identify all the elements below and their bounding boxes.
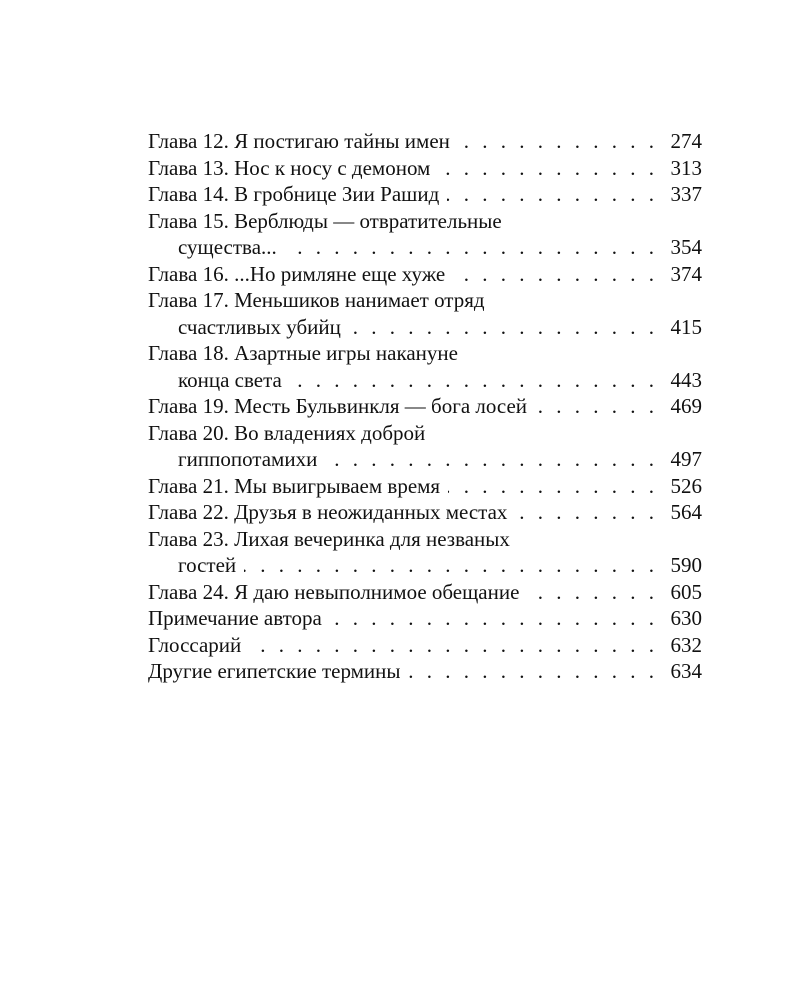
- toc-entry-glossary: [148, 632, 702, 659]
- toc-page-number: 313: [670, 155, 702, 180]
- toc-page-number: 443: [670, 367, 702, 392]
- toc-line: [148, 420, 702, 447]
- toc-line: [148, 632, 702, 659]
- toc-page-number: 374: [670, 261, 702, 286]
- toc-entry-title: Глава 14. В гробнице Зии Рашид: [148, 182, 440, 206]
- toc-page-number: 564: [670, 500, 702, 524]
- toc-entry-title: Глава 16. ...Но римляне еще хуже: [148, 261, 446, 286]
- toc-page-number: 634: [670, 659, 702, 683]
- toc-page-number: 630: [670, 606, 702, 630]
- toc-entry-title-continuation: конца света: [178, 367, 282, 392]
- toc-line-continuation: [148, 552, 702, 579]
- toc-page-number: 632: [670, 632, 702, 657]
- toc-entry-title-continuation: счастливых убийц: [178, 314, 341, 339]
- toc-entry-title: Глава 22. Друзья в неожиданных местах: [148, 500, 508, 524]
- toc-entry-title-continuation: гостей: [178, 553, 237, 577]
- toc-entry-title-continuation: гиппопотамихи: [178, 447, 318, 471]
- dot-leader: [515, 499, 658, 526]
- toc-entry-title: Другие египетские термины: [148, 659, 401, 683]
- toc-entry-chapter-19: [148, 393, 702, 420]
- toc-entry-chapter-20: [148, 420, 702, 473]
- toc-entry-chapter-22: [148, 499, 702, 526]
- toc-page-number: 337: [670, 182, 702, 206]
- toc-page-number: 526: [670, 473, 702, 498]
- toc-entry-chapter-21: [148, 473, 702, 500]
- toc-entry-title: Глава 19. Месть Бульвинкля — бога лосей: [148, 394, 528, 418]
- dot-leader: [453, 261, 658, 288]
- toc-line: [148, 526, 702, 553]
- toc-entry-author-note: [148, 605, 702, 632]
- toc-line: [148, 473, 702, 500]
- toc-line: [148, 499, 702, 526]
- dot-leader: [438, 155, 658, 182]
- toc-entry-title: Примечание автора: [148, 606, 322, 630]
- toc-line: [148, 340, 702, 367]
- toc-entry-title: Глава 15. Верблюды — отвратительные: [148, 208, 502, 233]
- toc-line-continuation: [148, 446, 702, 473]
- dot-leader: [325, 446, 658, 473]
- toc-entry-title: Глава 18. Азартные игры накануне: [148, 341, 458, 365]
- toc-entry-title: Глава 21. Мы выигрываем время: [148, 473, 441, 498]
- dot-leader: [447, 181, 658, 208]
- toc-entry-chapter-14: [148, 181, 702, 208]
- toc-page-number: 605: [670, 579, 702, 604]
- dot-leader: [349, 314, 658, 341]
- dot-leader: [285, 234, 658, 261]
- toc-page-number: 354: [670, 235, 702, 259]
- toc-page-number: 415: [670, 314, 702, 339]
- toc-line: [148, 181, 702, 208]
- dot-leader: [458, 128, 658, 155]
- toc-entry-other-terms: [148, 658, 702, 685]
- toc-entry-chapter-24: [148, 579, 702, 606]
- toc-entry-title: Глава 23. Лихая вечеринка для незваных: [148, 526, 510, 551]
- toc-page-number: 497: [670, 447, 702, 471]
- toc-line: [148, 261, 702, 288]
- toc-entry-chapter-15: [148, 208, 702, 261]
- toc-entry-title: Глава 17. Меньшиков нанимает отряд: [148, 288, 485, 312]
- toc-page-number: 274: [670, 129, 702, 153]
- toc-entry-title: Глава 13. Нос к носу с демоном: [148, 155, 431, 180]
- table-of-contents: [148, 128, 702, 685]
- toc-entry-title: Глава 12. Я постигаю тайны имен: [148, 129, 450, 153]
- dot-leader: [409, 658, 658, 685]
- dot-leader: [290, 367, 658, 394]
- toc-entry-chapter-16: [148, 261, 702, 288]
- dot-leader: [527, 579, 658, 606]
- toc-entry-title: Глоссарий: [148, 632, 242, 657]
- toc-page-number: 469: [670, 394, 702, 418]
- toc-line-continuation: [148, 367, 702, 394]
- toc-line: [148, 579, 702, 606]
- toc-entry-chapter-12: [148, 128, 702, 155]
- toc-line: [148, 658, 702, 685]
- toc-entry-title: Глава 24. Я даю невыполнимое обещание: [148, 579, 520, 604]
- dot-leader: [330, 605, 658, 632]
- dot-leader: [448, 473, 658, 500]
- toc-line: [148, 605, 702, 632]
- dot-leader: [535, 393, 658, 420]
- toc-entry-chapter-13: [148, 155, 702, 182]
- toc-line: [148, 287, 702, 314]
- toc-line-continuation: [148, 234, 702, 261]
- toc-entry-chapter-18: [148, 340, 702, 393]
- toc-entry-chapter-23: [148, 526, 702, 579]
- toc-line: [148, 208, 702, 235]
- dot-leader: [249, 632, 658, 659]
- dot-leader: [244, 552, 658, 579]
- toc-page-number: 590: [670, 553, 702, 577]
- toc-line-continuation: [148, 314, 702, 341]
- toc-entry-chapter-17: [148, 287, 702, 340]
- toc-entry-title: Глава 20. Во владениях доброй: [148, 420, 426, 445]
- toc-line: [148, 155, 702, 182]
- toc-line: [148, 128, 702, 155]
- toc-line: [148, 393, 702, 420]
- toc-entry-title-continuation: существа...: [178, 235, 277, 259]
